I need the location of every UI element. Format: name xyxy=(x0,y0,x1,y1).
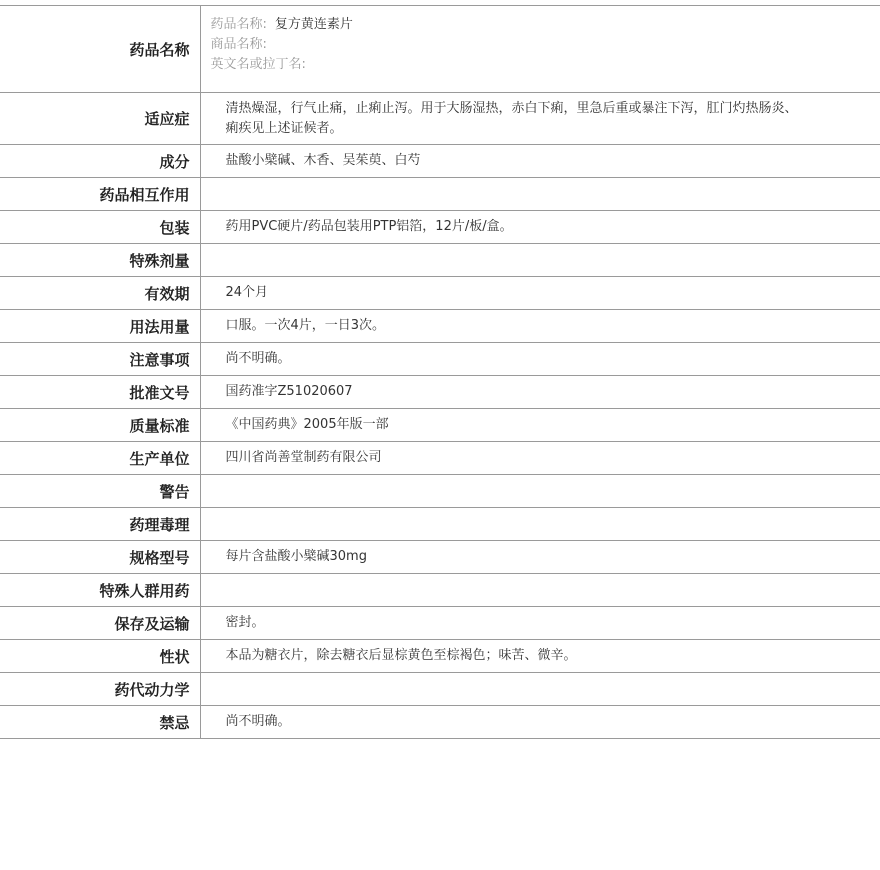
table-row-manufacturer xyxy=(0,442,880,475)
row-label: 成分 xyxy=(0,145,200,178)
row-value: 尚不明确。 xyxy=(200,343,880,376)
table-row-ingredients xyxy=(0,145,880,178)
row-label: 禁忌 xyxy=(0,706,200,739)
row-value: 清热燥湿，行气止痛，止痢止泻。用于大肠湿热，赤白下痢，里急后重或暴注下泻，肛门灼热肠炎、痢疾见上述证候者。 xyxy=(200,93,880,145)
table-row-specification xyxy=(0,541,880,574)
row-label: 生产单位 xyxy=(0,442,200,475)
row-value xyxy=(200,508,880,541)
row-value: 盐酸小檗碱、木香、吴茱萸、白芍 xyxy=(200,145,880,178)
table-row-packaging xyxy=(0,211,880,244)
generic-name-key: 药品名称: xyxy=(210,17,267,32)
table-row-special-dosage xyxy=(0,244,880,277)
table-row-warning xyxy=(0,475,880,508)
table-row-pharmacology xyxy=(0,508,880,541)
row-label: 药品名称 xyxy=(0,6,200,93)
table-row-description xyxy=(0,640,880,673)
row-value xyxy=(200,673,880,706)
table-row-special-populations xyxy=(0,574,880,607)
row-label: 药品相互作用 xyxy=(0,178,200,211)
row-label: 特殊人群用药 xyxy=(0,574,200,607)
row-value: 24个月 xyxy=(200,277,880,310)
row-value: 口服。一次4片，一日3次。 xyxy=(200,310,880,343)
table-row-pharmacokinetics xyxy=(0,673,880,706)
row-value: 国药准字Z51020607 xyxy=(200,376,880,409)
row-label: 警告 xyxy=(0,475,200,508)
generic-name-line xyxy=(211,15,801,35)
generic-name-value: 复方黄连素片 xyxy=(274,17,353,32)
row-label: 药代动力学 xyxy=(0,673,200,706)
row-label: 包装 xyxy=(0,211,200,244)
row-label: 质量标准 xyxy=(0,409,200,442)
drug-info-table xyxy=(0,5,880,739)
table-row-dosage xyxy=(0,310,880,343)
table-row-precautions xyxy=(0,343,880,376)
english-name-key: 英文名或拉丁名: xyxy=(210,57,306,72)
row-value: 密封。 xyxy=(200,607,880,640)
row-label: 注意事项 xyxy=(0,343,200,376)
row-value: 每片含盐酸小檗碱30mg xyxy=(200,541,880,574)
row-label: 规格型号 xyxy=(0,541,200,574)
row-value xyxy=(200,244,880,277)
row-label: 特殊剂量 xyxy=(0,244,200,277)
drug-name-block xyxy=(200,6,880,93)
row-value: 四川省尚善堂制药有限公司 xyxy=(200,442,880,475)
trade-name-key: 商品名称: xyxy=(210,37,267,52)
row-value: 本品为糖衣片，除去糖衣后显棕黄色至棕褐色；味苦、微辛。 xyxy=(200,640,880,673)
table-row-drug-name xyxy=(0,6,880,93)
row-label: 用法用量 xyxy=(0,310,200,343)
row-label: 性状 xyxy=(0,640,200,673)
row-label: 适应症 xyxy=(0,93,200,145)
row-value: 《中国药典》2005年版一部 xyxy=(200,409,880,442)
table-row-storage xyxy=(0,607,880,640)
row-label: 保存及运输 xyxy=(0,607,200,640)
table-row-quality-standard xyxy=(0,409,880,442)
row-label: 药理毒理 xyxy=(0,508,200,541)
table-row-contraindications xyxy=(0,706,880,739)
row-value: 药用PVC硬片/药品包装用PTP铝箔，12片/板/盒。 xyxy=(200,211,880,244)
trade-name-line xyxy=(211,35,801,55)
table-row-shelf-life xyxy=(0,277,880,310)
row-value xyxy=(200,475,880,508)
row-value xyxy=(200,178,880,211)
english-name-line xyxy=(211,55,801,75)
table-row-indications xyxy=(0,93,880,145)
row-label: 批准文号 xyxy=(0,376,200,409)
row-value xyxy=(200,574,880,607)
row-label: 有效期 xyxy=(0,277,200,310)
table-row-approval-number xyxy=(0,376,880,409)
table-row-interactions xyxy=(0,178,880,211)
row-value: 尚不明确。 xyxy=(200,706,880,739)
